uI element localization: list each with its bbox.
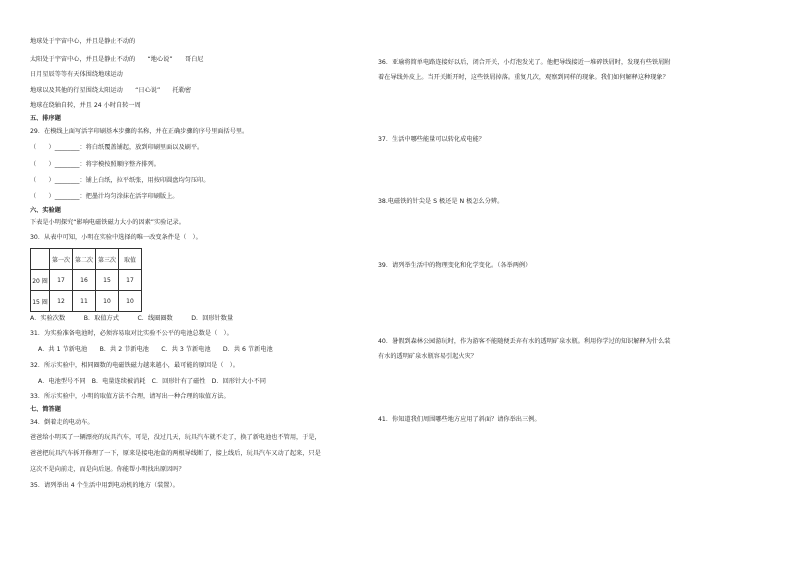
experiment-table — [30, 248, 142, 312]
question-38: 38.电磁铁的针尖是 S 极还是 N 极怎么分辨。 — [378, 198, 504, 205]
question-35: 35．请列举出 4 个生活中用到电动机的地方（装置）。 — [30, 482, 179, 489]
match-line-5: 地球在绕轴自转，并且 24 小时自转一周 — [30, 102, 141, 109]
match-line-2: 太阳处于宇宙中心，并且是静止不动的 “地心说” 哥白尼 — [30, 56, 204, 63]
match-line-1: 地球处于宇宙中心，并且是静止不动的 — [30, 38, 136, 45]
sort-item-1: （ ）________：将白纸覆盖铺起，放到印刷里面以及刷平。 — [30, 144, 204, 151]
table-header-row — [31, 249, 142, 270]
table-row — [31, 270, 142, 291]
question-40-line-1: 40．暑假到森林公园游玩时，作为游客不能随便丢弃有水的透明矿泉水瓶。利用你学过的知识解释为什么装 — [378, 338, 671, 345]
question-36-line-2: 着在导线外皮上。当开关断开时，这些铁屑掉落。重复几次，观察到同样的现象。我们如何解释这种现象？ — [378, 74, 669, 81]
question-31: 31．为实验准备电池时，必须容易取对比实验不公平的电池总数是（ ）。 — [30, 330, 233, 337]
table-cell: 10 — [96, 291, 119, 312]
section-short-answer-heading: 七、简答题 — [30, 406, 61, 413]
table-cell: 第三次 — [96, 249, 119, 270]
question-32: 32．所示实验中，相同圈数的电磁铁磁力越来越小，最可能的原因是（ ）。 — [30, 362, 239, 369]
table-cell: 17 — [50, 270, 73, 291]
question-30: 30．从表中可知，小明在实验中选择的唯一改变条件是（ ）。 — [30, 234, 202, 241]
table-cell: 15 圈 — [31, 291, 50, 312]
question-40-line-2: 有水的透明矿泉水瓶容易引起火灾？ — [378, 353, 477, 360]
question-37: 37．生活中哪些能量可以转化成电能？ — [378, 136, 485, 143]
table-cell: 15 — [96, 270, 119, 291]
question-33: 33．所示实验中，小明的取值方法不合理，请写出一种合理的取值方法。 — [30, 393, 230, 400]
q30-options: A．实验次数 B．取值方式 C．线圈圈数 D．回形针数量 — [30, 315, 234, 322]
table-cell: 第二次 — [73, 249, 96, 270]
q31-options: A．共 1 节新电池 B．共 2 节新电池 C．共 3 节新电池 D．共 6 节新电池 — [38, 346, 273, 353]
q34-text-2: 爸爸把玩具汽车拆开修理了一下，原来是接电池盒的两根导线断了，接上线后，玩具汽车又动了起来，只是 — [30, 450, 321, 457]
question-34: 34．倒着走的电动车。 — [30, 419, 94, 426]
experiment-intro: 下表是小明探究“影响电磁铁磁力大小的因素”实验记录。 — [30, 219, 185, 226]
table-cell: 第一次 — [50, 249, 73, 270]
q32-options: A．电池型号不同 B．电量连续被消耗 C．回形针有了磁性 D．回形针大小不同 — [38, 378, 266, 385]
question-41: 41．你知道我们周围哪些地方应用了斜面？请你举出三例。 — [378, 416, 541, 423]
match-line-3: 日月星辰等等有天体围绕地球运动 — [30, 71, 123, 78]
table-cell — [31, 249, 50, 270]
match-line-4: 地球以及其他的行星围绕太阳运动 “日心说” 托勒密 — [30, 87, 192, 94]
table-cell: 取值 — [119, 249, 142, 270]
table-cell: 10 — [119, 291, 142, 312]
table-cell: 16 — [73, 270, 96, 291]
table-row — [31, 291, 142, 312]
sort-item-4: （ ）________：把墨汁均匀涂抹在活字印刷版上。 — [30, 193, 179, 200]
question-29: 29．在模线上面写活字印刷基本步骤的名称，并在正确步骤的序号里面括号里。 — [30, 128, 249, 135]
table-cell: 20 圈 — [31, 270, 50, 291]
sort-item-2: （ ）________：将字模按照顺序整齐排列。 — [30, 161, 160, 168]
question-36-line-1: 36．亚瑜将简单电路连接好以后，闭合开关，小灯泡发光了。他把导线接近一堆碎铁屑时，发现有些铁屑附 — [378, 59, 671, 66]
table-cell: 11 — [73, 291, 96, 312]
section-experiment-heading: 六、实验题 — [30, 207, 61, 214]
table-cell: 17 — [119, 270, 142, 291]
sort-item-3: （ ）________：铺上白纸，拉平纸张，用按印圆盘均匀压印。 — [30, 177, 210, 184]
question-39: 39．请列举生活中的物理变化和化学变化。（各举两例） — [378, 262, 532, 269]
table-cell: 12 — [50, 291, 73, 312]
q34-text-3: 这次不是向前走，而是向后退。你能帮小明找出原因吗？ — [30, 466, 185, 473]
section-sort-heading: 五、排序题 — [30, 115, 61, 122]
q34-text-1: 爸爸给小明买了一辆漂亮的玩具汽车，可是，没过几天，玩具汽车就不走了，换了新电池也不管用，于是， — [30, 434, 321, 441]
